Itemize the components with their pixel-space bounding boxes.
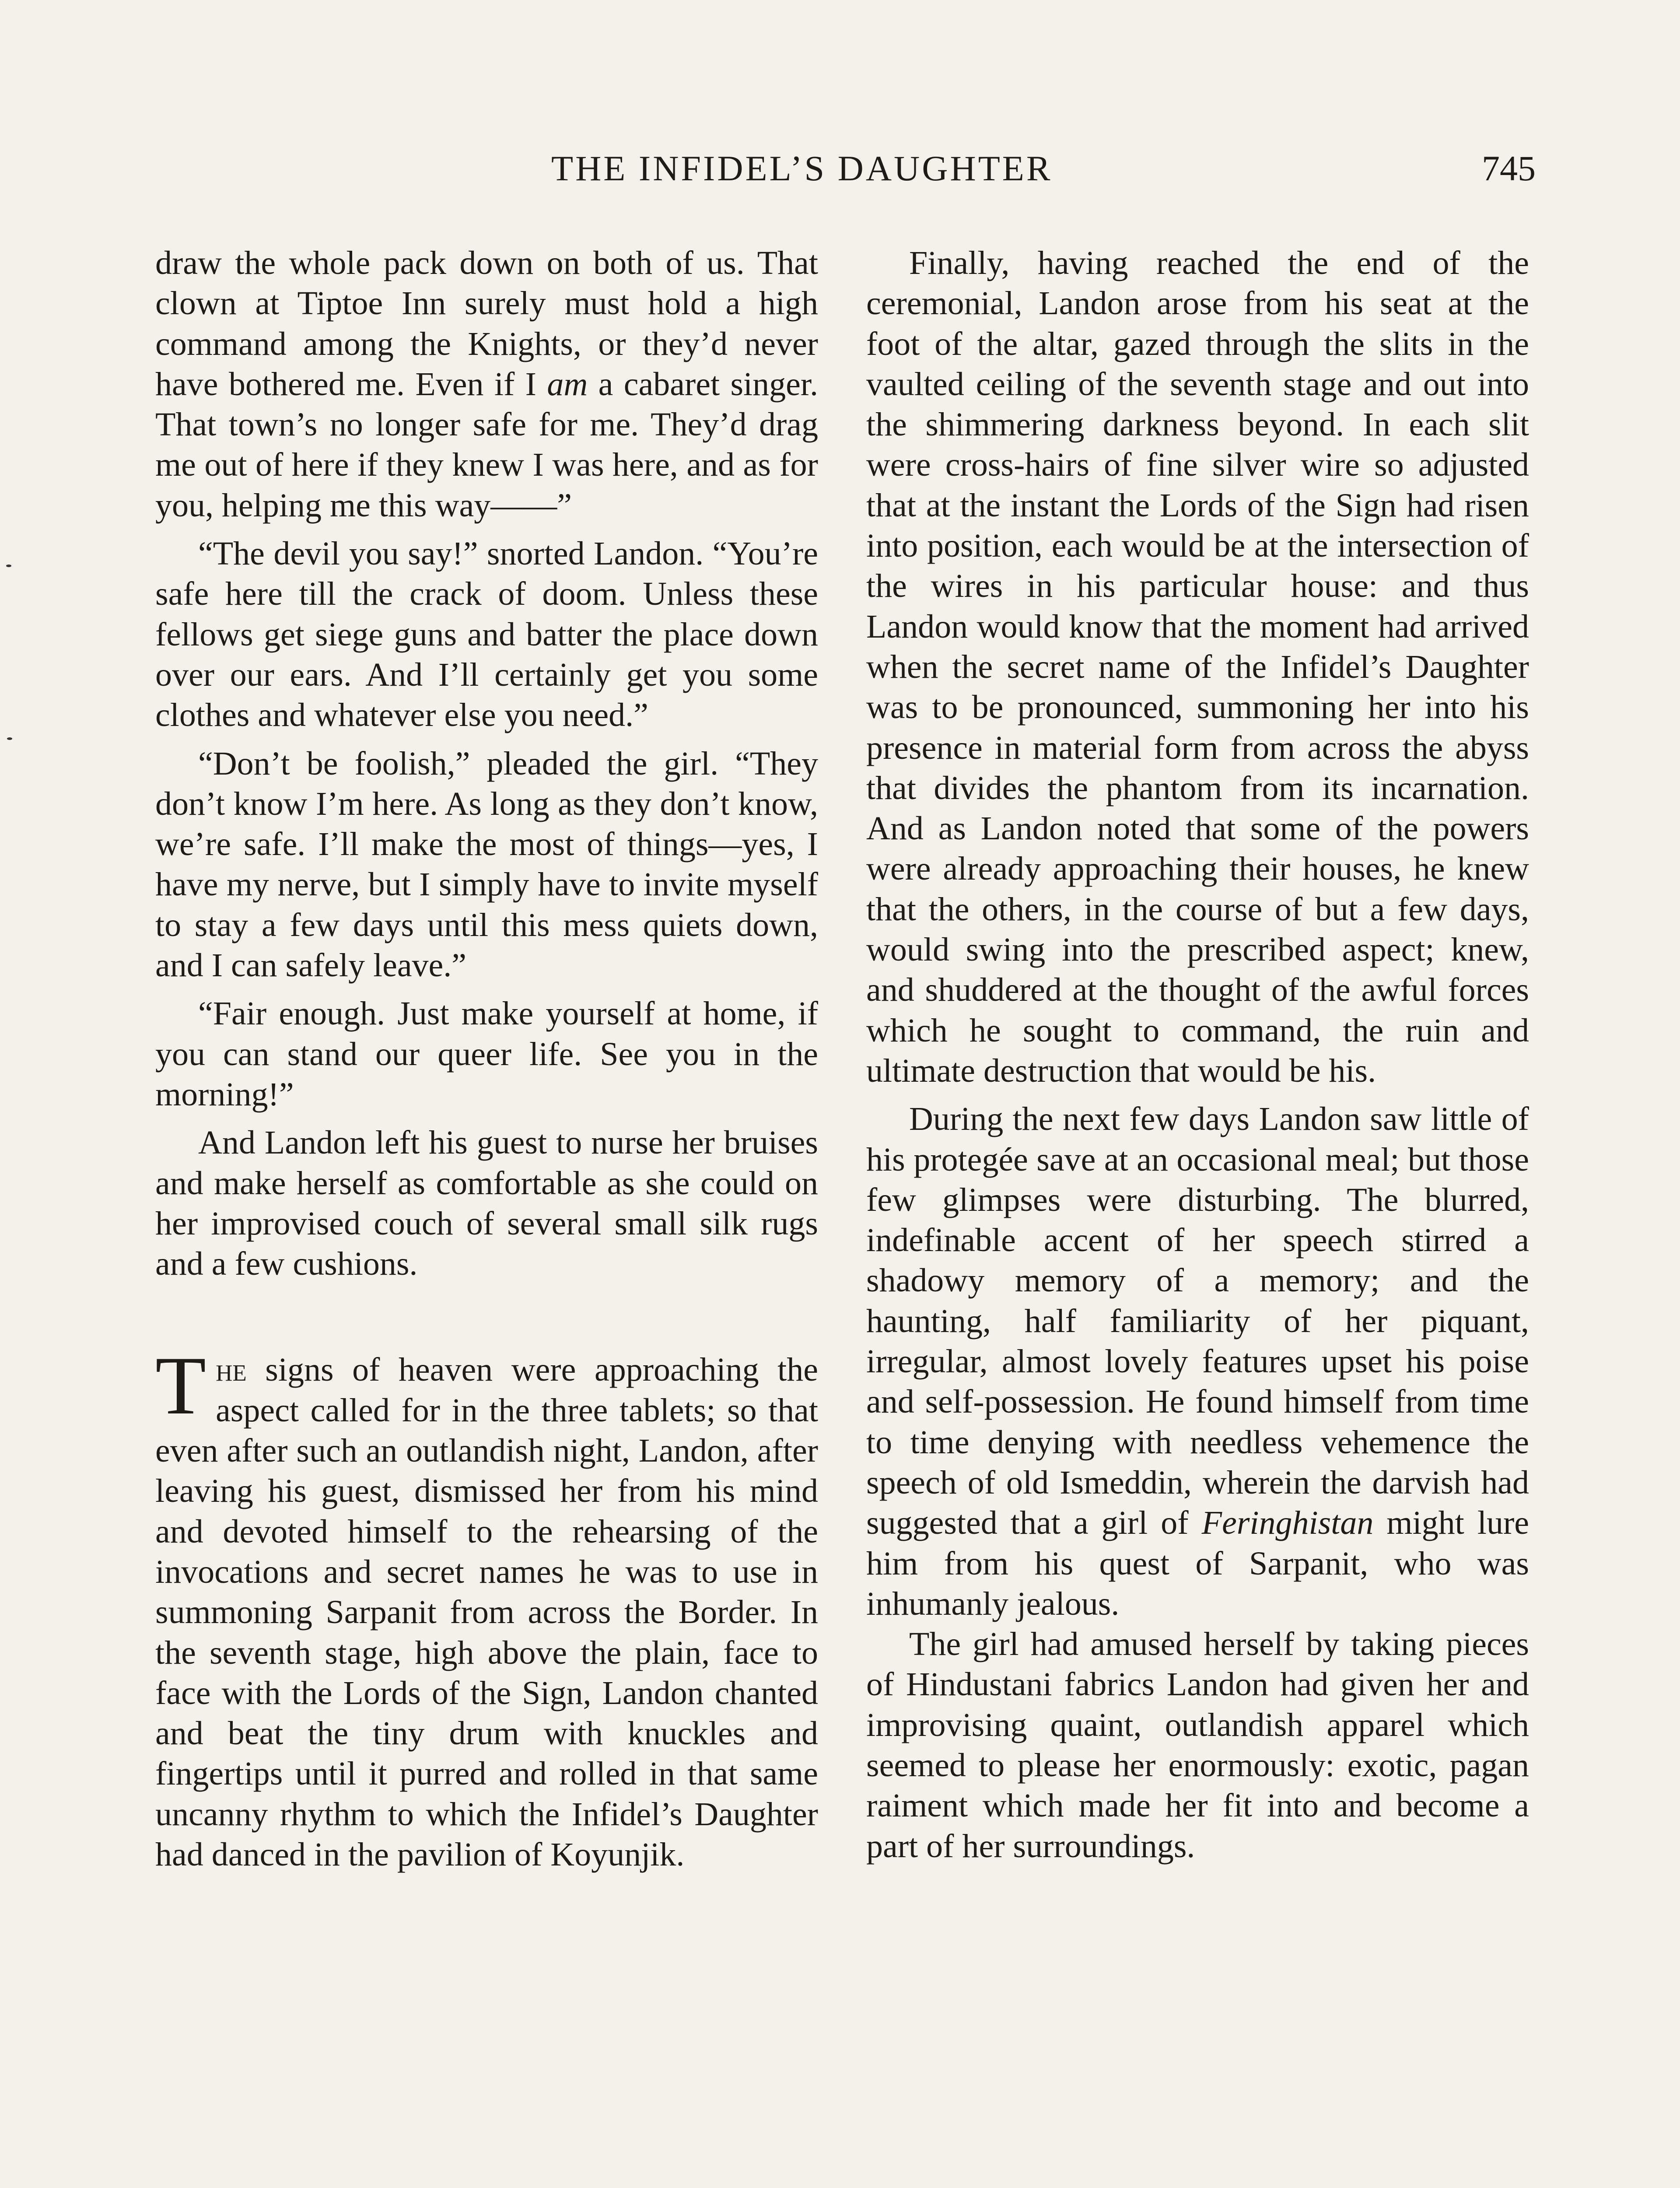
scan-speck: [6, 565, 11, 567]
paragraph: Finally, having reached the end of the ceremonial, Landon arose from his seat at the foot of the altar, gazed through the slits in the vaulted ceiling of the seventh stage and out into the shimmering darkness beyond. In each slit were cross-hairs of fine silver wire so adjusted that at the instant the Lords of the Sign had risen into position, each would be at the intersection of the wires in his particular house: and thus Landon would know that the moment had arrived when the secret name of the Infidel’s Daughter was to be pronounced, summoning her into his presence in material form from across the abyss that divides the phantom from its incarnation. And as Landon noted that some of the powers were already approaching their houses, he knew that the others, in the course of but a few days, would swing into the prescribed aspect; knew, and shuddered at the thought of the awful forces which he sought to command, the ruin and ultimate destruction that would be his.: [866, 245, 1529, 1089]
page-number: 745: [1482, 148, 1536, 188]
scan-speck: [7, 737, 12, 740]
paragraph: “Fair enough. Just make yourself at home, if you can stand our queer life. See you in the morning!”: [155, 995, 818, 1113]
paragraph: And Landon left his guest to nurse her bruises and make herself as comfortable as she could on her improvised couch of several small silk rugs and a few cushions.: [155, 1124, 818, 1283]
running-title: THE INFIDEL’S DAUGHTER: [551, 148, 1053, 188]
left-column: [155, 243, 818, 1875]
paragraph: draw the whole pack down on both of us. That clown at Tiptoe Inn surely must hold a high command among the Knights, or they’d never have bothered me. Even if I am a cabaret singer. That town’s no longer safe for me. They’d drag me out of here if they knew I was here, and as for you, helping me this way——”: [155, 245, 819, 524]
paragraph: “Don’t be foolish,” pleaded the girl. “They don’t know I’m here. As long as they don’t know, we’re safe. I’ll make the most of things—yes, I have my nerve, but I simply have to invite myself to stay a few days until this mess quiets down, and I can safely leave.”: [155, 745, 818, 984]
paragraph: During the next few days Landon saw little of his protegée save at an occasional meal; but those few glimpses were disturbing. The blurred, indefinable accent of her speech stirred a shadowy memory of a memory; and the haunting, half familiarity of her piquant, irregular, almost lovely features upset his poise and self-possession. He found himself from time to time denying with needless vehemence the speech of old Ismeddin, wherein the darvish had suggested that a girl of Feringhistan might lure him from his quest of Sarpanit, who was inhumanly jealous.: [866, 1101, 1529, 1622]
section-paragraph: The signs of heaven were approaching the aspect called for in the three tablets; so that even after such an outlandish night, Landon, after leaving his guest, dismissed her from his mind and devoted himself to the rehearsing of the invocations and secret names he was to use in summoning Sarpanit from across the Border. In the seventh stage, high above the plain, face to face with the Lords of the Sign, Landon chanted and beat the tiny drum with knuckles and fingertips until it purred and rolled in that same uncanny rhythm to which the Infidel’s Daughter had danced in the pavilion of Koyunjik.: [155, 1340, 818, 1873]
paragraph: The girl had amused herself by taking pieces of Hindustani fabrics Landon had given her and improvising quaint, outlandish apparel which seemed to please her enormously: exotic, pagan raiment which made her fit into and become a part of her surroundings.: [866, 1626, 1529, 1865]
page-header: [149, 144, 1536, 197]
right-column: [866, 243, 1529, 1866]
drop-cap: T: [155, 1340, 206, 1432]
paragraph: “The devil you say!” snorted Landon. “You’re safe here till the crack of doom. Unless these fellows get siege guns and batter the place down over our ears. And I’ll certainly get you some clothes and whatever else you need.”: [155, 535, 818, 734]
